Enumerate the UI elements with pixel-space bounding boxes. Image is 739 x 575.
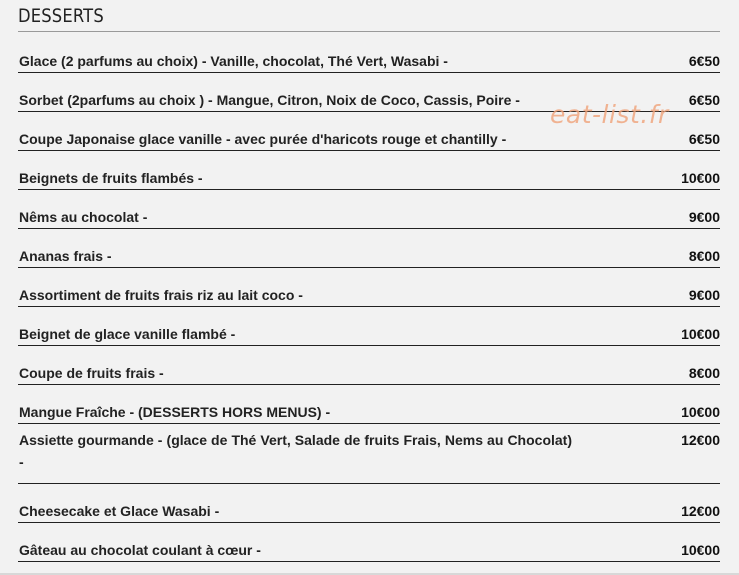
menu-item-ananas <box>18 229 720 268</box>
item-description: Ananas frais - <box>19 248 112 264</box>
item-price: 6€50 <box>688 92 720 108</box>
menu-item-coupe-fruits <box>18 346 720 385</box>
item-price: 12€00 <box>681 432 720 448</box>
menu-item-cheesecake <box>18 484 720 523</box>
menu-item-mangue <box>18 385 720 424</box>
item-description: Nêms au chocolat - <box>19 209 148 225</box>
section-title: DESSERTS <box>18 5 104 27</box>
menu-item-assiette-gourmande <box>18 424 720 484</box>
item-price: 6€50 <box>688 131 720 147</box>
item-price: 10€00 <box>681 404 720 420</box>
item-description: Glace (2 parfums au choix) - Vanille, chocolat, Thé Vert, Wasabi - <box>19 53 448 69</box>
watermark: eat-list.fr <box>550 100 669 129</box>
item-description: Mangue Fraîche - (DESSERTS HORS MENUS) - <box>19 404 331 420</box>
title-divider <box>18 31 720 32</box>
item-price: 8€00 <box>688 248 720 264</box>
menu-item-glace <box>18 34 720 73</box>
item-description: Assortiment de fruits frais riz au lait coco - <box>19 287 303 303</box>
menu-item-gateau-chocolat <box>18 523 720 562</box>
item-description: Cheesecake et Glace Wasabi - <box>19 503 220 519</box>
item-description: Beignet de glace vanille flambé - <box>19 326 236 342</box>
item-price: 12€00 <box>681 503 720 519</box>
menu-item-sorbet <box>18 73 720 112</box>
item-description: Assiette gourmande - (glace de Thé Vert, Salade de fruits Frais, Nems au Chocolat) - <box>19 432 572 470</box>
menu-item-assortiment <box>18 268 720 307</box>
item-price: 10€00 <box>681 326 720 342</box>
item-price: 8€00 <box>688 365 720 381</box>
item-price: 6€50 <box>688 53 720 69</box>
item-price: 10€00 <box>681 542 720 558</box>
menu-item-coupe-japonaise <box>18 112 720 151</box>
item-price: 10€00 <box>681 170 720 186</box>
item-price: 9€00 <box>688 287 720 303</box>
item-description: Coupe de fruits frais - <box>19 365 164 381</box>
menu-item-nems-chocolat <box>18 190 720 229</box>
menu-item-beignets-fruits <box>18 151 720 190</box>
item-price: 9€00 <box>688 209 720 225</box>
item-description: Sorbet (2parfums au choix ) - Mangue, Citron, Noix de Coco, Cassis, Poire - <box>19 92 520 108</box>
menu-item-beignet-glace <box>18 307 720 346</box>
dessert-menu-list <box>18 34 720 562</box>
item-description: Coupe Japonaise glace vanille - avec purée d'haricots rouge et chantilly - <box>19 131 507 147</box>
item-description: Beignets de fruits flambés - <box>19 170 203 186</box>
item-description: Gâteau au chocolat coulant à cœur - <box>19 542 261 558</box>
